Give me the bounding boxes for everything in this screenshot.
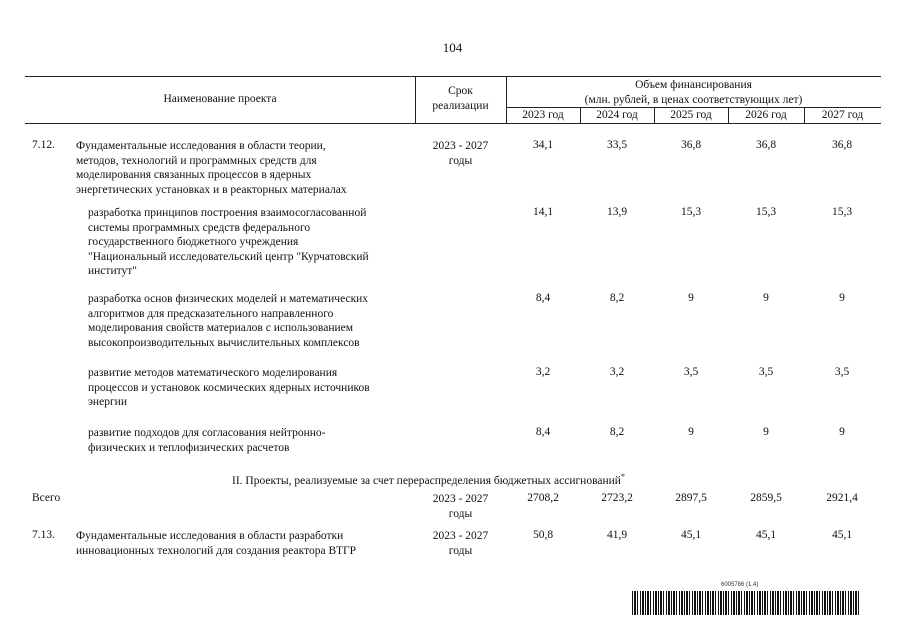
value-cell: 2897,5 bbox=[675, 492, 707, 504]
value-cell: 36,8 bbox=[680, 139, 702, 151]
footnote-mark: * bbox=[620, 472, 625, 481]
header-project-name: Наименование проекта bbox=[163, 93, 277, 105]
value-cell: 2859,5 bbox=[750, 492, 782, 504]
year-header: 2023 год bbox=[522, 109, 564, 121]
value-cell: 8,4 bbox=[535, 426, 551, 438]
sub-item: развитие методов математического моделирования процессов и установок космических ядерных источников энергии bbox=[88, 367, 370, 408]
year-header: 2026 год bbox=[745, 109, 787, 121]
value-cell: 2723,2 bbox=[601, 492, 633, 504]
value-cell: 41,9 bbox=[606, 529, 628, 541]
value-cell: 3,5 bbox=[683, 366, 699, 378]
value-cell: 33,5 bbox=[606, 139, 628, 151]
value-cell: 8,2 bbox=[609, 292, 625, 304]
value-cell: 3,5 bbox=[834, 366, 850, 378]
row-number: 7.13. bbox=[32, 529, 55, 541]
value-cell: 9 bbox=[763, 292, 769, 304]
term: 2023 - 2027 годы bbox=[432, 530, 489, 557]
page-number: 104 bbox=[442, 40, 463, 55]
year-header: 2024 год bbox=[596, 109, 638, 121]
year-header: 2025 год bbox=[670, 109, 712, 121]
value-cell: 9 bbox=[839, 292, 845, 304]
value-cell: 9 bbox=[839, 426, 845, 438]
value-cell: 45,1 bbox=[755, 529, 777, 541]
value-cell: 9 bbox=[688, 426, 694, 438]
value-cell: 36,8 bbox=[755, 139, 777, 151]
value-cell: 15,3 bbox=[831, 206, 853, 218]
header-term: Срок реализации bbox=[432, 85, 489, 112]
value-cell: 9 bbox=[763, 426, 769, 438]
table-header-bottom-rule bbox=[25, 123, 881, 124]
sub-item: развитие подходов для согласования нейтронно- физических и теплофизических расчетов bbox=[88, 427, 326, 454]
row-number: 7.12. bbox=[32, 139, 55, 151]
value-cell: 3,2 bbox=[609, 366, 625, 378]
value-cell: 13,9 bbox=[606, 206, 628, 218]
years-divider-rule bbox=[506, 107, 881, 108]
value-cell: 14,1 bbox=[532, 206, 554, 218]
value-cell: 50,8 bbox=[532, 529, 554, 541]
value-cell: 8,2 bbox=[609, 426, 625, 438]
table-top-rule bbox=[25, 76, 881, 77]
value-cell: 3,2 bbox=[535, 366, 551, 378]
total-label: Всего bbox=[32, 492, 61, 504]
value-cell: 2708,2 bbox=[527, 492, 559, 504]
section-title: II. Проекты, реализуемые за счет перераспределения бюджетных ассигнований* bbox=[232, 472, 625, 487]
term: 2023 - 2027 годы bbox=[432, 493, 489, 520]
term: 2023 - 2027 годы bbox=[432, 140, 489, 167]
value-cell: 34,1 bbox=[532, 139, 554, 151]
sub-item: разработка принципов построения взаимосогласованной системы программных средств федерального государственного бюджетного учреждения "Национальный исследовательский центр "Курчатовский институт" bbox=[88, 207, 369, 277]
barcode-icon bbox=[632, 591, 860, 615]
value-cell: 8,4 bbox=[535, 292, 551, 304]
barcode-label: 6005786 (1.4) bbox=[721, 582, 759, 588]
value-cell: 15,3 bbox=[680, 206, 702, 218]
value-cell: 15,3 bbox=[755, 206, 777, 218]
value-cell: 2921,4 bbox=[826, 492, 858, 504]
value-cell: 3,5 bbox=[758, 366, 774, 378]
value-cell: 9 bbox=[688, 292, 694, 304]
value-cell: 45,1 bbox=[831, 529, 853, 541]
project-title: Фундаментальные исследования в области теории, методов, технологий и программных средств для моделирования связанных процессов в ядерных энергетических установках и в реакторных материалах bbox=[76, 140, 347, 196]
value-cell: 45,1 bbox=[680, 529, 702, 541]
sub-item: разработка основ физических моделей и математических алгоритмов для предсказательного направленного моделирования свойств материалов с использованием высокопроизводительных вычислительных комплексов bbox=[88, 293, 369, 349]
header-volume: Объем финансирования (млн. рублей, в ценах соответствующих лет) bbox=[584, 79, 803, 106]
project-title: Фундаментальные исследования в области разработки инновационных технологий для создания реактора ВТГР bbox=[76, 530, 357, 557]
year-header: 2027 год bbox=[821, 109, 864, 121]
value-cell: 36,8 bbox=[831, 139, 853, 151]
